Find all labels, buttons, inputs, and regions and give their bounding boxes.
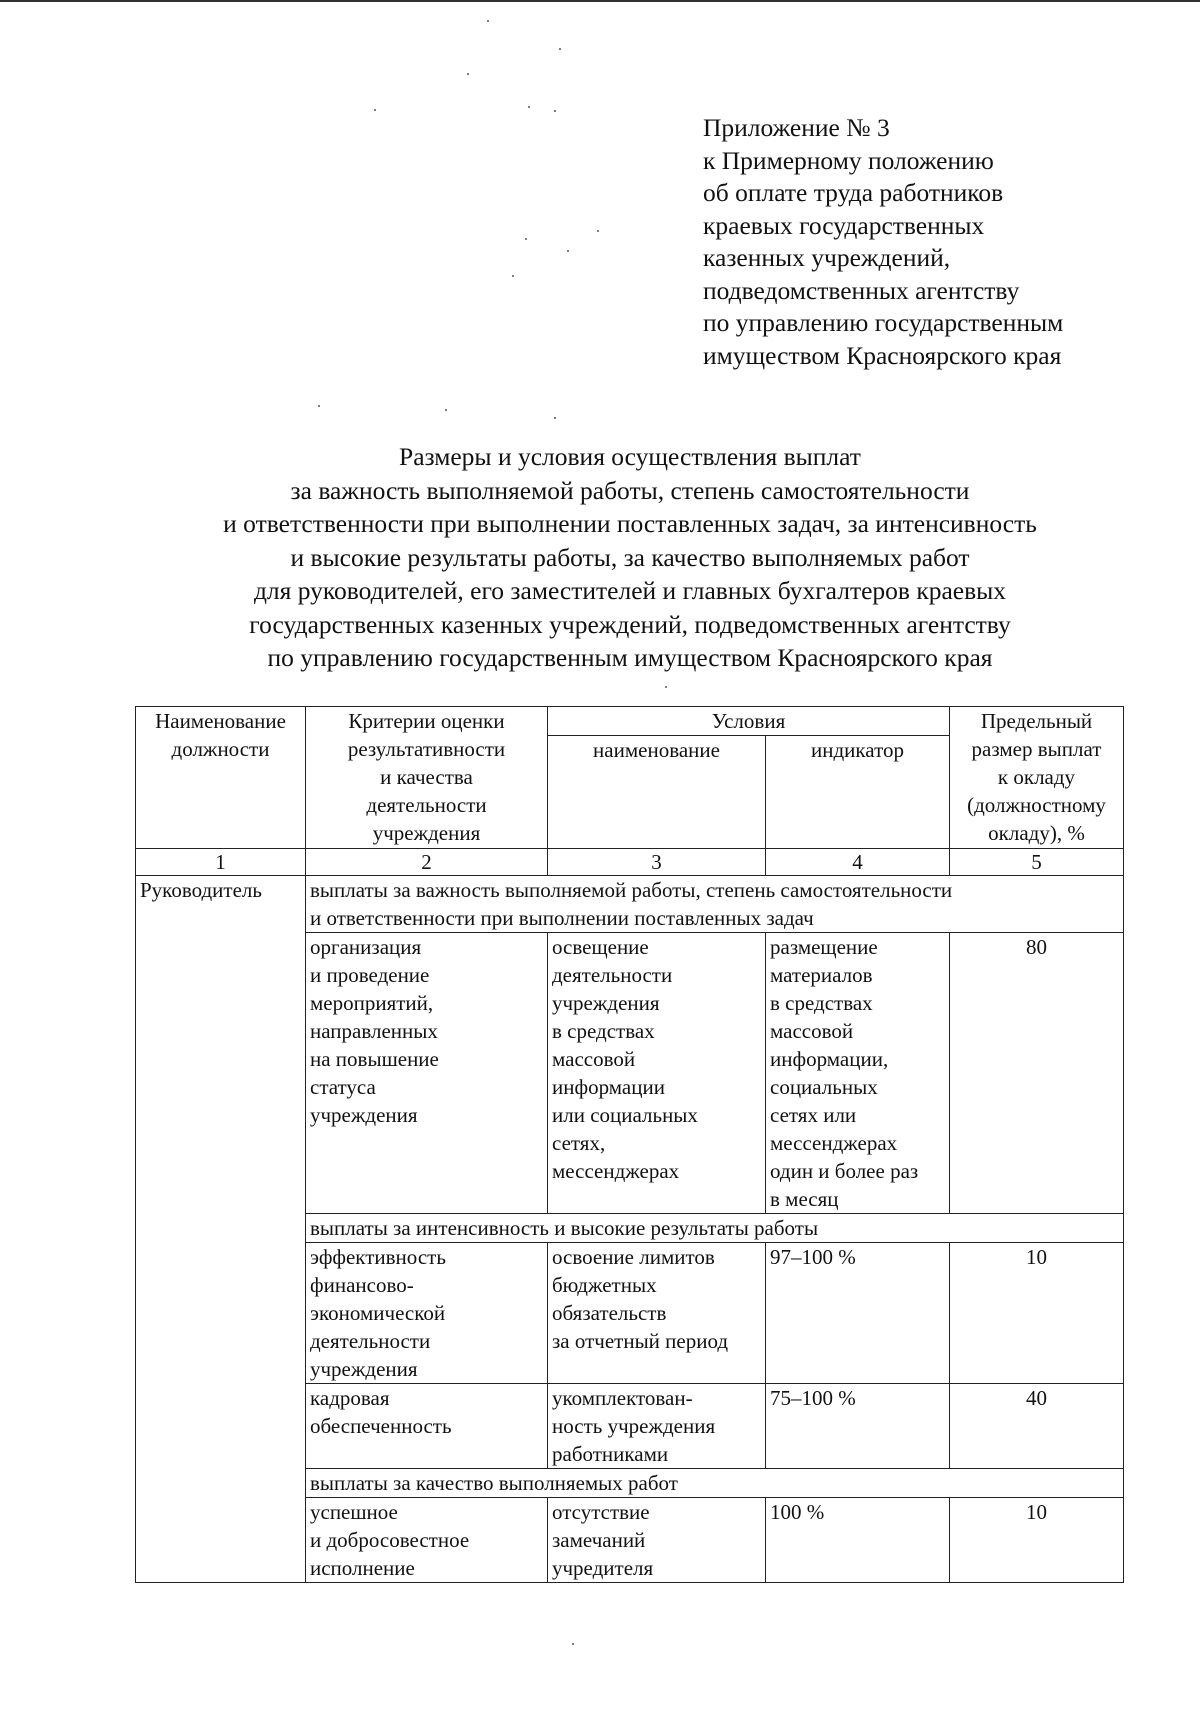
appendix-line: Приложение № 3	[703, 113, 890, 142]
scan-speck	[374, 109, 376, 111]
scan-speck	[528, 106, 530, 108]
condition-name-cell	[548, 1498, 766, 1583]
scan-speck	[554, 110, 556, 112]
limit-cell: 10	[950, 1498, 1124, 1583]
limit-cell: 10	[950, 1243, 1124, 1384]
header-position-text: Наименование должности	[155, 709, 286, 761]
scan-speck	[487, 20, 489, 22]
scan-speck	[559, 48, 561, 50]
section-title: выплаты за качество выполняемых работ	[306, 1469, 1124, 1498]
condition-name-text: отсутствие замечаний учредителя	[552, 1500, 654, 1580]
limit-cell: 80	[950, 933, 1124, 1214]
header-position	[136, 707, 306, 849]
indicator-cell: 75–100 %	[766, 1384, 950, 1469]
top-border-line	[0, 0, 1200, 2]
title-line: государственных казенных учреждений, подведомственных агентству	[249, 609, 1011, 639]
scan-speck	[567, 250, 569, 252]
position-cell: Руководитель	[136, 876, 306, 1583]
criteria-cell	[306, 1498, 548, 1583]
column-number-row	[136, 849, 1124, 876]
indicator-cell	[766, 933, 950, 1214]
title-line: по управлению государственным имуществом Красноярского края	[267, 643, 993, 672]
column-number: 4	[766, 849, 950, 876]
condition-name-text: освоение лимитов бюджетных обязательств за отчетный период	[552, 1245, 729, 1353]
column-number: 3	[548, 849, 766, 876]
appendix-line: к Примерному положению	[703, 145, 994, 175]
scan-speck	[445, 409, 447, 411]
column-number: 2	[306, 849, 548, 876]
column-number: 1	[136, 849, 306, 876]
condition-name-text: укомплектован- ность учреждения работниками	[552, 1386, 716, 1466]
criteria-cell	[306, 1243, 548, 1384]
limit-cell: 40	[950, 1384, 1124, 1469]
appendix-header	[703, 112, 1063, 372]
header-condition-indicator: индикатор	[766, 736, 950, 849]
column-number: 5	[950, 849, 1124, 876]
criteria-text: организация и проведение мероприятий, направленных на повышение статуса учреждения	[310, 935, 439, 1127]
appendix-line: по управлению государственным	[703, 308, 1064, 337]
payments-table	[135, 706, 1124, 1583]
condition-name-cell	[548, 933, 766, 1214]
header-limit	[950, 707, 1124, 849]
title-line: и высокие результаты работы, за качество выполняемых работ	[290, 542, 970, 572]
scan-speck	[597, 230, 599, 232]
condition-name-text: освещение деятельности учреждения в средствах массовой информации или социальных сетях, мессенджерах	[552, 935, 698, 1183]
header-limit-text: Предельный размер выплат к окладу (должностному окладу), %	[967, 709, 1106, 845]
appendix-line: подведомственных агентству	[703, 275, 1020, 305]
header-condition-name: наименование	[548, 736, 766, 849]
section-title	[306, 876, 1124, 933]
title-line: Размеры и условия осуществления выплат	[399, 442, 861, 471]
title-line: для руководителей, его заместителей и главных бухгалтеров краевых	[253, 576, 1007, 605]
title-line: за важность выполняемой работы, степень самостоятельности	[290, 475, 970, 505]
scan-speck	[572, 1643, 574, 1645]
indicator-cell: 97–100 %	[766, 1243, 950, 1384]
appendix-line: казенных учреждений,	[703, 243, 951, 272]
header-row	[136, 707, 1124, 736]
criteria-cell	[306, 933, 548, 1214]
scan-speck	[525, 238, 527, 240]
condition-name-cell	[548, 1243, 766, 1384]
criteria-text: эффективность финансово- экономической деятельности учреждения	[310, 1245, 446, 1381]
criteria-text: кадровая обеспеченность	[310, 1386, 452, 1438]
scan-speck	[512, 275, 514, 277]
header-conditions: Условия	[548, 707, 950, 736]
scan-speck	[665, 686, 667, 688]
criteria-text: успешное и добросовестное исполнение	[310, 1500, 470, 1580]
appendix-line: имуществом Красноярского края	[703, 340, 1062, 370]
document-title	[110, 440, 1150, 675]
appendix-line: об оплате труда работников	[703, 178, 1004, 207]
section-row	[136, 876, 1124, 933]
scan-speck	[554, 417, 556, 419]
header-criteria	[306, 707, 548, 849]
title-line: и ответственности при выполнении поставленных задач, за интенсивность	[223, 509, 1037, 538]
criteria-cell	[306, 1384, 548, 1469]
section-title-text: выплаты за важность выполняемой работы, степень самостоятельности и ответственности при выполнении поставленных задач	[310, 878, 953, 930]
section-title: выплаты за интенсивность и высокие результаты работы	[306, 1214, 1124, 1243]
scan-speck	[318, 405, 320, 407]
condition-name-cell	[548, 1384, 766, 1469]
header-criteria-text: Критерии оценки результативности и качества деятельности учреждения	[347, 709, 506, 845]
indicator-cell: 100 %	[766, 1498, 950, 1583]
indicator-text: размещение материалов в средствах массовой информации, социальных сетях или мессенджерах один и более раз в месяц	[770, 935, 919, 1211]
appendix-line: краевых государственных	[703, 210, 985, 240]
scan-speck	[467, 73, 469, 75]
